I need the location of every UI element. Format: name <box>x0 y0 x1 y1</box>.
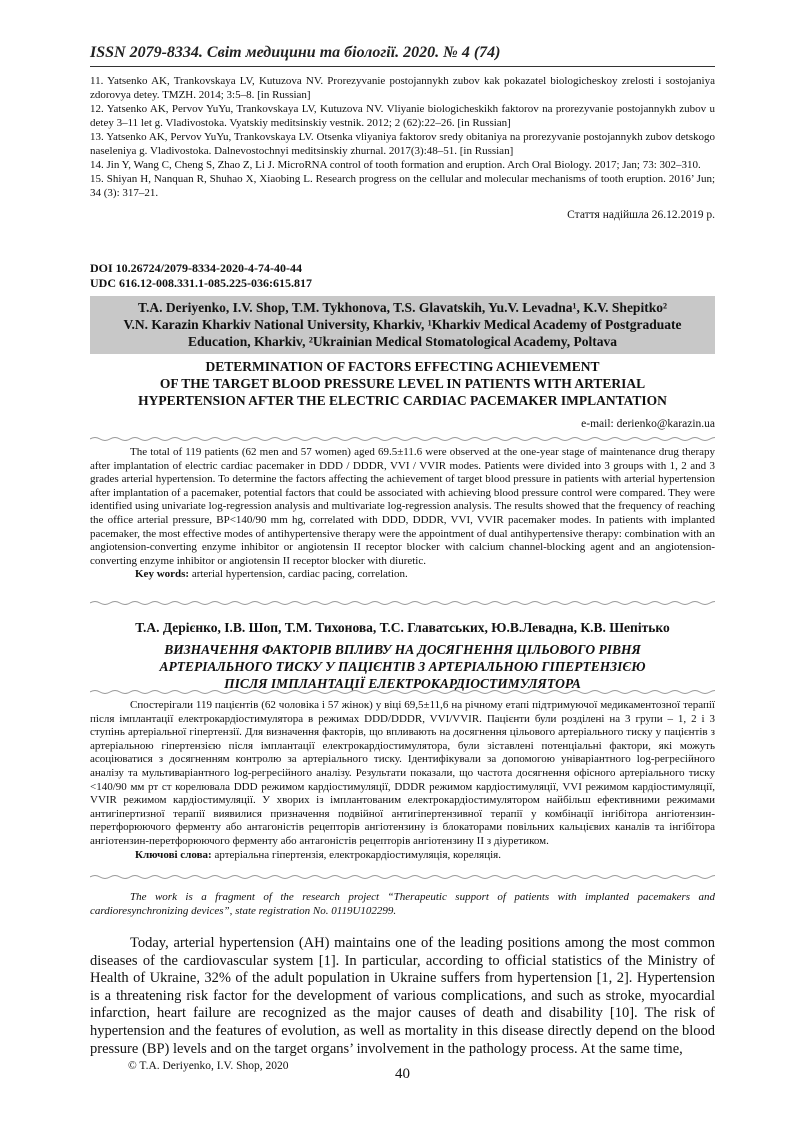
wave-divider <box>90 689 715 695</box>
article-title-en <box>90 358 715 409</box>
title-en-line: OF THE TARGET BLOOD PRESSURE LEVEL IN PATIENTS WITH ARTERIAL <box>159 376 646 391</box>
reference-list <box>90 74 715 200</box>
body-paragraph: Today, arterial hypertension (AH) maintains one of the leading positions among the most common diseases of the cardiovascular system [1]. In particular, according to official statistics of the Ministry of Health of Ukraine, 32% of the adult population in Ukraine suffers from hypertension [1, 2]. Hypertension is a threatening risk factor for the development of various complications, and such as stroke, myocardial infarction, heart failure are recognized as the major causes of death and disability [10]. The risk of hypertension and the features of evolution, as well as mortality in this disease directly depend on the blood pressure (BP) levels and on the target organs’ involvement in the pathology process. At the same time, <box>90 935 715 1057</box>
reference-item: 14. Jin Y, Wang C, Cheng S, Zhao Z, Li J. MicroRNA control of tooth formation and eruption. Arch Oral Biology. 2017; Jan; 73: 302–310. <box>90 159 701 171</box>
body-text <box>90 935 715 1058</box>
wave-divider <box>90 600 715 606</box>
contact-email: e-mail: derienko@karazin.ua <box>581 418 715 430</box>
wave-divider <box>90 874 715 880</box>
copyright: © T.A. Deriyenko, I.V. Shop, 2020 <box>128 1060 289 1072</box>
article-title-ua <box>90 641 715 692</box>
doi: DOI 10.26724/2079-8334-2020-4-74-40-44 <box>90 261 302 275</box>
abstract-en <box>90 446 715 582</box>
title-en-line: HYPERTENSION AFTER THE ELECTRIC CARDIAC PACEMAKER IMPLANTATION <box>138 393 667 408</box>
authors-en: T.A. Deriyenko, I.V. Shop, T.M. Tykhonova, T.S. Glavatskih, Yu.V. Levadna¹, K.V. Shepitko² <box>137 300 667 315</box>
reference-item: 11. Yatsenko AK, Trankovskaya LV, Kutuzova NV. Prorezyvanie postojannykh zubov kak pokazatel biologicheskoy zrelosti i sostojaniya zdorovya detey. TMZH. 2014; 3:5–8. [in Russian] <box>90 75 715 101</box>
authors-ua: Т.А. Дерієнко, І.В. Шоп, Т.М. Тихонова, Т.С. Главатських, Ю.В.Левадна, К.В. Шепітько <box>135 620 670 635</box>
journal-header: ISSN 2079-8334. Світ медицини та біології. 2020. № 4 (74) <box>90 44 715 67</box>
funding-text: The work is a fragment of the research project “Therapeutic support of patients with implanted pacemakers and cardioresynchronizing devices”, state registration No. 0119U102299. <box>90 891 715 917</box>
reference-item: 13. Yatsenko AK, Pervov YuYu, Trankovskaya LV. Otsenka vliyaniya faktorov sredy obitaniya na prorezyvanie postojannykh zubov detskogo naseleniya g. Vladivostoka. Dalnevostochnyi meditsinskiy zhurnal. 2017(3):48–51. [in Russian] <box>90 131 715 157</box>
keywords-ua <box>90 849 715 863</box>
affiliation-en-line-2: Education, Kharkiv, ²Ukrainian Medical Stomatological Academy, Poltava <box>188 334 617 349</box>
reference-item: 15. Shiyan H, Nanquan R, Shuhao X, Xiaobing L. Research progress on the cellular and molecular mechanisms of tooth eruption. 2016’ Jun; 34 (3): 317–21. <box>90 173 715 199</box>
abstract-ua <box>90 699 715 862</box>
received-date: Стаття надійшла 26.12.2019 р. <box>567 209 715 221</box>
title-en-line: DETERMINATION OF FACTORS EFFECTING ACHIEVEMENT <box>205 359 600 374</box>
reference-item: 12. Yatsenko AK, Pervov YuYu, Trankovskaya LV, Kutuzova NV. Vliyanie biologicheskikh faktorov na prorezyvanie postojannykh zubov u detey 3–11 let g. Vladivostoka. Vyatskiy meditsinskiy vestnik. 2012; 2 (62):22–26. [in Russian] <box>90 103 715 129</box>
keywords-en-label: Key words: <box>135 568 190 581</box>
keywords-ua-text: артеріальна гіпертензія, електрокардіостимуляція, кореляція. <box>211 848 501 861</box>
wave-divider <box>90 436 715 442</box>
author-affiliation-box <box>90 296 715 354</box>
keywords-en <box>90 568 715 582</box>
udc: UDC 616.12-008.331.1-085.225-036:615.817 <box>90 276 312 290</box>
page-number: 40 <box>395 1066 410 1082</box>
abstract-ua-text: Спостерігали 119 пацієнтів (62 чоловіка і 57 жінок) у віці 69,5±11,6 на річному етапі підтримуючої медикаментозної терапії після імплантації електрокардіостимулятора в режимах DDD/DDDR, VVI/VVIR. Пацієнти були розділені на 3 групи – 1, 2 і 3 ступінь артеріальної гіпертензії. Для визначення факторів, що впливають на досягнення цільового артеріального тиску у пацієнтів з артеріальною гіпертензією після імплантації електрокардіостимулятора, були зіставлені потенціальні фактори, які можуть асоціюватися з досягненням контролю за артеріального тиску. Ідентифікували за допомогою уніваріантного log-регресійного аналізу та мультиваріантного log-регресійного аналізу. Результати показали, що частота досягнення офісного артеріального тиску <140/90 мм рт ст корелювала DDD режимом кардіостимуляції, DDDR режимом кардіостимуляції, VVI режимом кардіостимуляції, VVIR режимом кардіостимуляції. У хворих із імплантованим електрокардіостимулятором найбільш ефективними режимами антигіпертизної терапії виявилися призначення подвійної антигіпертензивної терапії у комбінації інгібітора ангіотензин-перетфорюючого ферменту або антагоністів рецепторів ангіотензину із блокаторами повільних кальцієвих каналів та інгібітора ангіотензин-перетфорюючого ферменту або антагоністів рецепторів ангіотензину II з діуретиком. <box>90 699 715 847</box>
funding-note <box>90 890 715 918</box>
title-ua-line: ПІСЛЯ ІМПЛАНТАЦІЇ ЕЛЕКТРОКАРДІОСТИМУЛЯТОРА <box>224 676 581 691</box>
article-identifiers <box>90 261 715 291</box>
title-ua-line: ВИЗНАЧЕННЯ ФАКТОРІВ ВПЛИВУ НА ДОСЯГНЕННЯ ЦІЛЬОВОГО РІВНЯ <box>164 642 641 657</box>
affiliation-en-line-1: V.N. Karazin Kharkiv National University, Kharkiv, ¹Kharkiv Medical Academy of Postgraduate <box>123 317 682 332</box>
keywords-ua-label: Ключові слова: <box>135 848 212 861</box>
abstract-en-text: The total of 119 patients (62 men and 57 women) aged 69.5±11.6 were observed at the one-year stage of maintenance drug therapy after implantation of electric cardiac pacemaker in DDD / DDDR, VVI / VVIR modes. Patients were divided into 3 groups with 1, 2 and 3 grades arterial hypertension. To determine the factors affecting the achievement of target blood pressure in patients with arterial hypertension after implantation of a pacemaker, potential factors that could be associated with achieving blood pressure control were compared. They were identified using univariate log-regression analysis and multivariate log-regression analysis. The results showed that the frequency of reaching the office arterial pressure, BP<140/90 mm hg, correlated with DDD, DDDR, VVI, VVIR pacemaker modes. In patients with implanted pacemaker, the most effective modes of antihypertensive therapy were the appointment of dual antihypertensive therapy: combination with an angiotension-converting enzyme inhibitor or angiotensin II receptor blocker with calcium channel-blocking agent and an angiotension-converting enzyme inhibitor or angiotensin II receptor blocker with diuretic. <box>90 446 715 567</box>
title-ua-line: АРТЕРІАЛЬНОГО ТИСКУ У ПАЦІЄНТІВ З АРТЕРІАЛЬНОЮ ГІПЕРТЕНЗІЄЮ <box>159 659 646 674</box>
keywords-en-text: arterial hypertension, cardiac pacing, correlation. <box>189 568 408 581</box>
